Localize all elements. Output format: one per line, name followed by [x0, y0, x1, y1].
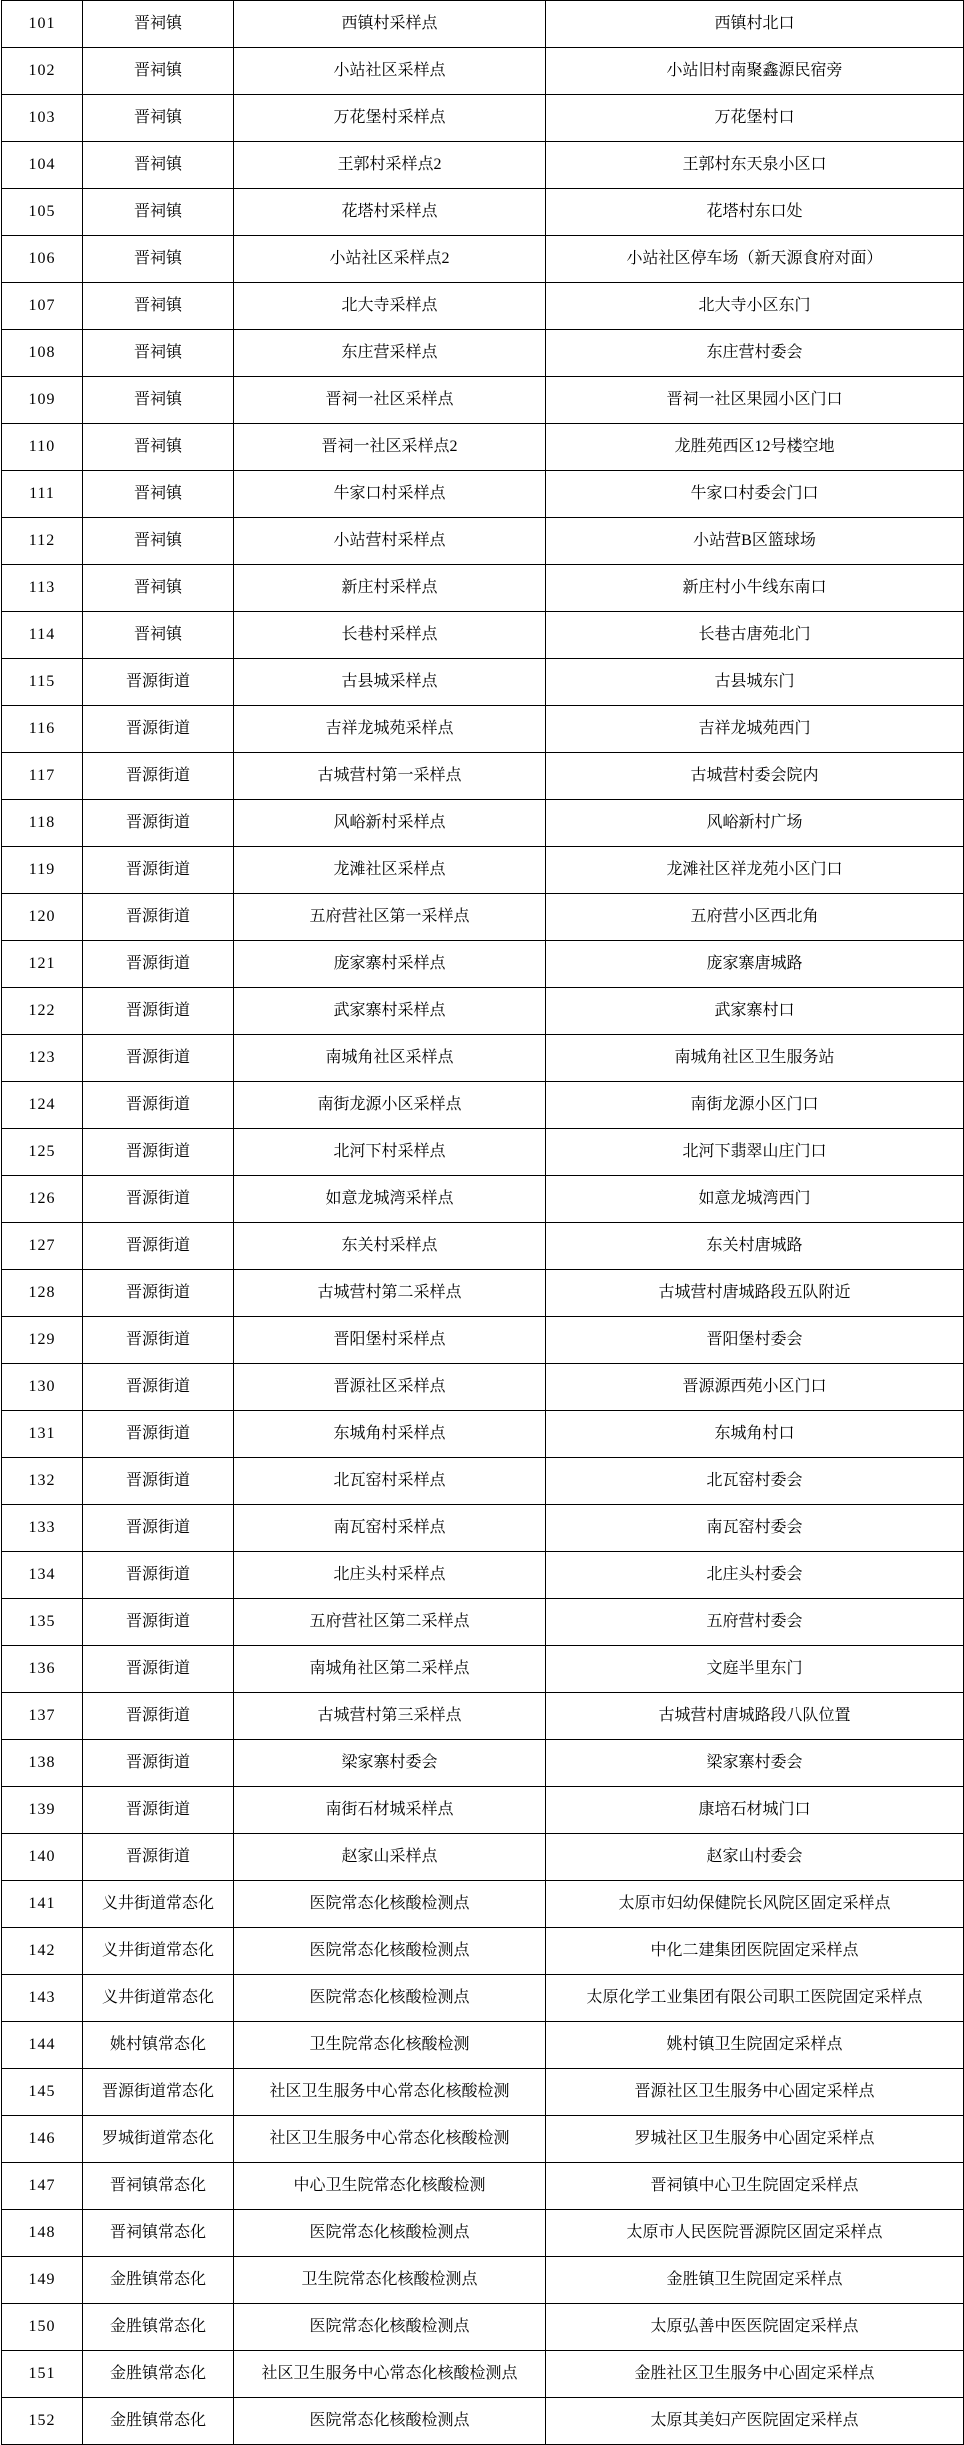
row-number-cell: 113	[2, 565, 83, 612]
site-name-cell: 东城角村采样点	[234, 1411, 546, 1458]
table-row	[2, 706, 964, 753]
row-number-cell: 130	[2, 1364, 83, 1411]
site-name-cell: 社区卫生服务中心常态化核酸检测	[234, 2069, 546, 2116]
site-name-cell: 风峪新村采样点	[234, 800, 546, 847]
table-row	[2, 330, 964, 377]
row-number-cell: 105	[2, 189, 83, 236]
table-row	[2, 2022, 964, 2069]
row-number-cell: 102	[2, 48, 83, 95]
row-number-cell: 135	[2, 1599, 83, 1646]
row-number-cell: 144	[2, 2022, 83, 2069]
location-cell: 东城角村口	[546, 1411, 964, 1458]
district-cell: 晋源街道	[83, 659, 234, 706]
location-cell: 金胜镇卫生院固定采样点	[546, 2257, 964, 2304]
table-row	[2, 377, 964, 424]
site-name-cell: 北瓦窑村采样点	[234, 1458, 546, 1505]
row-number-cell: 126	[2, 1176, 83, 1223]
row-number-cell: 122	[2, 988, 83, 1035]
table-row	[2, 1928, 964, 1975]
location-cell: 古城营村唐城路段五队附近	[546, 1270, 964, 1317]
table-row	[2, 988, 964, 1035]
table-row	[2, 1693, 964, 1740]
site-name-cell: 赵家山采样点	[234, 1834, 546, 1881]
location-cell: 南瓦窑村委会	[546, 1505, 964, 1552]
location-cell: 金胜社区卫生服务中心固定采样点	[546, 2351, 964, 2398]
table-body	[2, 1, 964, 2445]
row-number-cell: 123	[2, 1035, 83, 1082]
table-row	[2, 612, 964, 659]
district-cell: 晋源街道	[83, 1693, 234, 1740]
location-cell: 太原市妇幼保健院长风院区固定采样点	[546, 1881, 964, 1928]
table-row	[2, 1834, 964, 1881]
table-row	[2, 1599, 964, 1646]
site-name-cell: 医院常态化核酸检测点	[234, 2398, 546, 2445]
site-name-cell: 古城营村第二采样点	[234, 1270, 546, 1317]
location-cell: 晋阳堡村委会	[546, 1317, 964, 1364]
location-cell: 花塔村东口处	[546, 189, 964, 236]
site-name-cell: 医院常态化核酸检测点	[234, 1881, 546, 1928]
location-cell: 南街龙源小区门口	[546, 1082, 964, 1129]
table-row	[2, 847, 964, 894]
row-number-cell: 121	[2, 941, 83, 988]
table-row	[2, 1975, 964, 2022]
location-cell: 古城营村委会院内	[546, 753, 964, 800]
district-cell: 晋祠镇	[83, 424, 234, 471]
district-cell: 晋源街道	[83, 1505, 234, 1552]
location-cell: 北庄头村委会	[546, 1552, 964, 1599]
district-cell: 晋祠镇	[83, 283, 234, 330]
location-cell: 晋祠镇中心卫生院固定采样点	[546, 2163, 964, 2210]
site-name-cell: 北庄头村采样点	[234, 1552, 546, 1599]
district-cell: 金胜镇常态化	[83, 2304, 234, 2351]
district-cell: 晋祠镇	[83, 1, 234, 48]
table-row	[2, 2116, 964, 2163]
row-number-cell: 127	[2, 1223, 83, 1270]
row-number-cell: 128	[2, 1270, 83, 1317]
location-cell: 太原市人民医院晋源院区固定采样点	[546, 2210, 964, 2257]
location-cell: 牛家口村委会门口	[546, 471, 964, 518]
site-name-cell: 南瓦窑村采样点	[234, 1505, 546, 1552]
district-cell: 金胜镇常态化	[83, 2351, 234, 2398]
table-row	[2, 2304, 964, 2351]
location-cell: 龙胜苑西区12号楼空地	[546, 424, 964, 471]
district-cell: 义井街道常态化	[83, 1928, 234, 1975]
location-cell: 小站营B区篮球场	[546, 518, 964, 565]
district-cell: 晋祠镇	[83, 95, 234, 142]
location-cell: 太原弘善中医医院固定采样点	[546, 2304, 964, 2351]
location-cell: 姚村镇卫生院固定采样点	[546, 2022, 964, 2069]
row-number-cell: 138	[2, 1740, 83, 1787]
table-row	[2, 565, 964, 612]
table-row	[2, 1035, 964, 1082]
site-name-cell: 医院常态化核酸检测点	[234, 1928, 546, 1975]
district-cell: 晋祠镇常态化	[83, 2163, 234, 2210]
district-cell: 晋源街道	[83, 1129, 234, 1176]
table-row	[2, 1505, 964, 1552]
district-cell: 晋源街道	[83, 800, 234, 847]
table-row	[2, 1411, 964, 1458]
row-number-cell: 151	[2, 2351, 83, 2398]
site-name-cell: 北河下村采样点	[234, 1129, 546, 1176]
site-name-cell: 南街石材城采样点	[234, 1787, 546, 1834]
location-cell: 北瓦窑村委会	[546, 1458, 964, 1505]
row-number-cell: 148	[2, 2210, 83, 2257]
row-number-cell: 147	[2, 2163, 83, 2210]
site-name-cell: 五府营社区第二采样点	[234, 1599, 546, 1646]
row-number-cell: 117	[2, 753, 83, 800]
site-name-cell: 龙滩社区采样点	[234, 847, 546, 894]
row-number-cell: 137	[2, 1693, 83, 1740]
site-name-cell: 万花堡村采样点	[234, 95, 546, 142]
site-name-cell: 晋阳堡村采样点	[234, 1317, 546, 1364]
site-name-cell: 西镇村采样点	[234, 1, 546, 48]
table-row	[2, 189, 964, 236]
location-cell: 五府营小区西北角	[546, 894, 964, 941]
row-number-cell: 143	[2, 1975, 83, 2022]
row-number-cell: 107	[2, 283, 83, 330]
site-name-cell: 社区卫生服务中心常态化核酸检测点	[234, 2351, 546, 2398]
site-name-cell: 晋祠一社区采样点	[234, 377, 546, 424]
district-cell: 晋源街道	[83, 1317, 234, 1364]
site-name-cell: 吉祥龙城苑采样点	[234, 706, 546, 753]
site-name-cell: 小站社区采样点2	[234, 236, 546, 283]
table-row	[2, 1787, 964, 1834]
site-name-cell: 医院常态化核酸检测点	[234, 1975, 546, 2022]
site-name-cell: 卫生院常态化核酸检测	[234, 2022, 546, 2069]
row-number-cell: 146	[2, 2116, 83, 2163]
district-cell: 晋祠镇	[83, 518, 234, 565]
district-cell: 义井街道常态化	[83, 1881, 234, 1928]
site-name-cell: 古县城采样点	[234, 659, 546, 706]
location-cell: 新庄村小牛线东南口	[546, 565, 964, 612]
table-row	[2, 471, 964, 518]
site-name-cell: 中心卫生院常态化核酸检测	[234, 2163, 546, 2210]
district-cell: 晋祠镇	[83, 189, 234, 236]
location-cell: 小站旧村南聚鑫源民宿旁	[546, 48, 964, 95]
row-number-cell: 150	[2, 2304, 83, 2351]
site-name-cell: 如意龙城湾采样点	[234, 1176, 546, 1223]
row-number-cell: 124	[2, 1082, 83, 1129]
location-cell: 小站社区停车场（新天源食府对面）	[546, 236, 964, 283]
site-name-cell: 卫生院常态化核酸检测点	[234, 2257, 546, 2304]
table-row	[2, 800, 964, 847]
location-cell: 北大寺小区东门	[546, 283, 964, 330]
location-cell: 东庄营村委会	[546, 330, 964, 377]
row-number-cell: 152	[2, 2398, 83, 2445]
district-cell: 晋源街道	[83, 1834, 234, 1881]
location-cell: 吉祥龙城苑西门	[546, 706, 964, 753]
district-cell: 晋源街道	[83, 1082, 234, 1129]
row-number-cell: 131	[2, 1411, 83, 1458]
location-cell: 梁家寨村委会	[546, 1740, 964, 1787]
location-cell: 长巷古唐苑北门	[546, 612, 964, 659]
row-number-cell: 142	[2, 1928, 83, 1975]
site-name-cell: 医院常态化核酸检测点	[234, 2304, 546, 2351]
row-number-cell: 101	[2, 1, 83, 48]
table-row	[2, 2210, 964, 2257]
location-cell: 武家寨村口	[546, 988, 964, 1035]
table-row	[2, 236, 964, 283]
row-number-cell: 136	[2, 1646, 83, 1693]
table-row	[2, 1082, 964, 1129]
site-name-cell: 王郭村采样点2	[234, 142, 546, 189]
row-number-cell: 149	[2, 2257, 83, 2304]
location-cell: 赵家山村委会	[546, 1834, 964, 1881]
row-number-cell: 114	[2, 612, 83, 659]
site-name-cell: 牛家口村采样点	[234, 471, 546, 518]
district-cell: 晋祠镇	[83, 565, 234, 612]
table-row	[2, 1458, 964, 1505]
district-cell: 晋源街道	[83, 1411, 234, 1458]
district-cell: 晋祠镇	[83, 471, 234, 518]
location-cell: 太原化学工业集团有限公司职工医院固定采样点	[546, 1975, 964, 2022]
district-cell: 义井街道常态化	[83, 1975, 234, 2022]
table-row	[2, 1, 964, 48]
location-cell: 古城营村唐城路段八队位置	[546, 1693, 964, 1740]
district-cell: 晋源街道	[83, 894, 234, 941]
row-number-cell: 133	[2, 1505, 83, 1552]
district-cell: 晋源街道	[83, 1552, 234, 1599]
sampling-points-table	[1, 0, 964, 2445]
table-row	[2, 518, 964, 565]
row-number-cell: 116	[2, 706, 83, 753]
row-number-cell: 111	[2, 471, 83, 518]
table-row	[2, 1270, 964, 1317]
table-row	[2, 1552, 964, 1599]
location-cell: 北河下翡翠山庄门口	[546, 1129, 964, 1176]
row-number-cell: 118	[2, 800, 83, 847]
table-row	[2, 2163, 964, 2210]
location-cell: 如意龙城湾西门	[546, 1176, 964, 1223]
location-cell: 风峪新村广场	[546, 800, 964, 847]
district-cell: 晋源街道	[83, 753, 234, 800]
location-cell: 五府营村委会	[546, 1599, 964, 1646]
row-number-cell: 129	[2, 1317, 83, 1364]
district-cell: 罗城街道常态化	[83, 2116, 234, 2163]
table-row	[2, 941, 964, 988]
district-cell: 晋祠镇	[83, 330, 234, 377]
district-cell: 晋源街道	[83, 1740, 234, 1787]
table-row	[2, 1176, 964, 1223]
table-row	[2, 1129, 964, 1176]
table-row	[2, 48, 964, 95]
table-row	[2, 95, 964, 142]
location-cell: 万花堡村口	[546, 95, 964, 142]
location-cell: 西镇村北口	[546, 1, 964, 48]
table-row	[2, 1881, 964, 1928]
site-name-cell: 武家寨村采样点	[234, 988, 546, 1035]
site-name-cell: 晋祠一社区采样点2	[234, 424, 546, 471]
district-cell: 晋源街道	[83, 706, 234, 753]
row-number-cell: 109	[2, 377, 83, 424]
site-name-cell: 新庄村采样点	[234, 565, 546, 612]
row-number-cell: 141	[2, 1881, 83, 1928]
district-cell: 晋源街道	[83, 1035, 234, 1082]
location-cell: 王郭村东天泉小区口	[546, 142, 964, 189]
site-name-cell: 南城角社区第二采样点	[234, 1646, 546, 1693]
row-number-cell: 112	[2, 518, 83, 565]
row-number-cell: 145	[2, 2069, 83, 2116]
table-row	[2, 2351, 964, 2398]
district-cell: 晋祠镇	[83, 48, 234, 95]
district-cell: 晋祠镇	[83, 236, 234, 283]
row-number-cell: 134	[2, 1552, 83, 1599]
row-number-cell: 103	[2, 95, 83, 142]
district-cell: 晋源街道	[83, 1599, 234, 1646]
row-number-cell: 139	[2, 1787, 83, 1834]
site-name-cell: 长巷村采样点	[234, 612, 546, 659]
row-number-cell: 119	[2, 847, 83, 894]
table-row	[2, 142, 964, 189]
site-name-cell: 五府营社区第一采样点	[234, 894, 546, 941]
row-number-cell: 115	[2, 659, 83, 706]
district-cell: 晋源街道	[83, 847, 234, 894]
row-number-cell: 108	[2, 330, 83, 377]
location-cell: 南城角社区卫生服务站	[546, 1035, 964, 1082]
district-cell: 晋祠镇	[83, 612, 234, 659]
location-cell: 罗城社区卫生服务中心固定采样点	[546, 2116, 964, 2163]
table-row	[2, 1740, 964, 1787]
row-number-cell: 104	[2, 142, 83, 189]
row-number-cell: 132	[2, 1458, 83, 1505]
location-cell: 古县城东门	[546, 659, 964, 706]
site-name-cell: 南城角社区采样点	[234, 1035, 546, 1082]
table-row	[2, 659, 964, 706]
table-row	[2, 2069, 964, 2116]
site-name-cell: 小站社区采样点	[234, 48, 546, 95]
site-name-cell: 晋源社区采样点	[234, 1364, 546, 1411]
table-row	[2, 2398, 964, 2445]
district-cell: 晋源街道	[83, 1176, 234, 1223]
location-cell: 中化二建集团医院固定采样点	[546, 1928, 964, 1975]
site-name-cell: 东关村采样点	[234, 1223, 546, 1270]
district-cell: 晋源街道	[83, 1646, 234, 1693]
site-name-cell: 梁家寨村委会	[234, 1740, 546, 1787]
district-cell: 金胜镇常态化	[83, 2257, 234, 2304]
row-number-cell: 106	[2, 236, 83, 283]
district-cell: 晋祠镇	[83, 377, 234, 424]
district-cell: 晋源街道	[83, 1364, 234, 1411]
site-name-cell: 小站营村采样点	[234, 518, 546, 565]
site-name-cell: 社区卫生服务中心常态化核酸检测	[234, 2116, 546, 2163]
location-cell: 晋源社区卫生服务中心固定采样点	[546, 2069, 964, 2116]
site-name-cell: 医院常态化核酸检测点	[234, 2210, 546, 2257]
row-number-cell: 140	[2, 1834, 83, 1881]
district-cell: 晋源街道	[83, 988, 234, 1035]
district-cell: 晋源街道	[83, 1223, 234, 1270]
district-cell: 晋源街道常态化	[83, 2069, 234, 2116]
site-name-cell: 东庄营采样点	[234, 330, 546, 377]
district-cell: 晋源街道	[83, 941, 234, 988]
location-cell: 太原其美妇产医院固定采样点	[546, 2398, 964, 2445]
site-name-cell: 花塔村采样点	[234, 189, 546, 236]
district-cell: 姚村镇常态化	[83, 2022, 234, 2069]
site-name-cell: 北大寺采样点	[234, 283, 546, 330]
district-cell: 金胜镇常态化	[83, 2398, 234, 2445]
location-cell: 东关村唐城路	[546, 1223, 964, 1270]
site-name-cell: 古城营村第三采样点	[234, 1693, 546, 1740]
site-name-cell: 庞家寨村采样点	[234, 941, 546, 988]
table-row	[2, 1364, 964, 1411]
district-cell: 晋祠镇	[83, 142, 234, 189]
location-cell: 晋源源西苑小区门口	[546, 1364, 964, 1411]
table-row	[2, 2257, 964, 2304]
row-number-cell: 110	[2, 424, 83, 471]
table-row	[2, 1223, 964, 1270]
row-number-cell: 125	[2, 1129, 83, 1176]
location-cell: 庞家寨唐城路	[546, 941, 964, 988]
district-cell: 晋源街道	[83, 1270, 234, 1317]
district-cell: 晋源街道	[83, 1458, 234, 1505]
table-row	[2, 753, 964, 800]
table-row	[2, 283, 964, 330]
site-name-cell: 古城营村第一采样点	[234, 753, 546, 800]
location-cell: 文庭半里东门	[546, 1646, 964, 1693]
location-cell: 康培石材城门口	[546, 1787, 964, 1834]
district-cell: 晋祠镇常态化	[83, 2210, 234, 2257]
location-cell: 龙滩社区祥龙苑小区门口	[546, 847, 964, 894]
district-cell: 晋源街道	[83, 1787, 234, 1834]
location-cell: 晋祠一社区果园小区门口	[546, 377, 964, 424]
site-name-cell: 南街龙源小区采样点	[234, 1082, 546, 1129]
row-number-cell: 120	[2, 894, 83, 941]
table-row	[2, 424, 964, 471]
table-row	[2, 894, 964, 941]
table-row	[2, 1317, 964, 1364]
table-row	[2, 1646, 964, 1693]
